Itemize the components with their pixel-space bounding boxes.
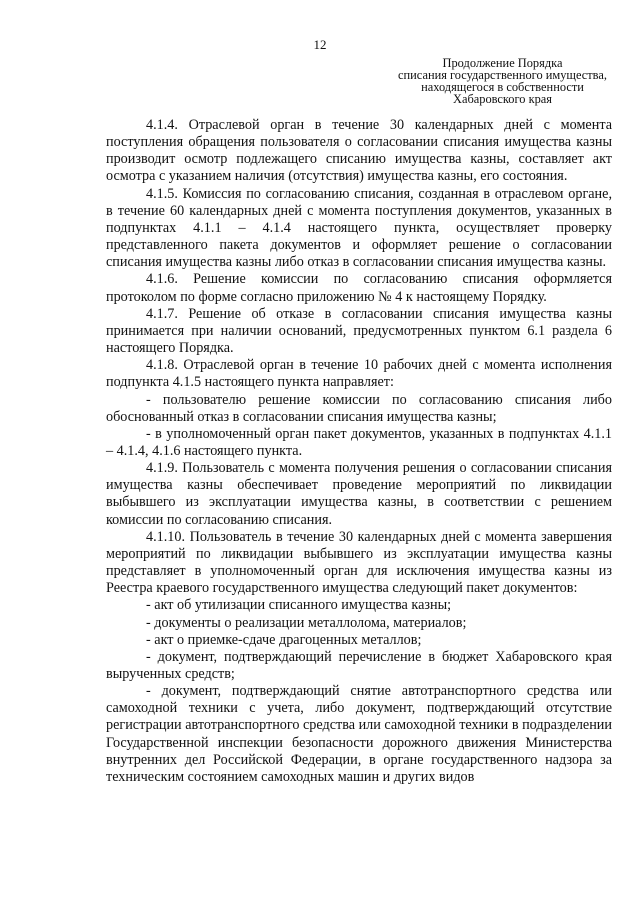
header-line: списания государственного имущества, — [398, 68, 607, 82]
paragraph-4-1-10: 4.1.10. Пользователь в течение 30 календарных дней с момента завершения мероприятий по ликвидации выбывшего из эксплуатации имущества казны представляет в уполномоченный орган для исключения имущества казны из Реестра краевого государственного имущества следующий пакет документов: — [106, 528, 612, 597]
list-item: - документы о реализации металлолома, материалов; — [146, 614, 467, 631]
header-line: Продолжение Порядка — [442, 56, 563, 70]
paragraph-4-1-4: 4.1.4. Отраслевой орган в течение 30 календарных дней с момента поступления обращения пользователя о согласовании списания имущества казны производит осмотр подлежащего списанию имущества казны, составляет акт осмотра с указанием наличия (отсутствия) имущества казны, его состояния. — [106, 117, 612, 185]
paragraph-4-1-5: 4.1.5. Комиссия по согласованию списания, созданная в отраслевом органе, в течение 60 календарных дней с момента поступления документов, указанных в подпунктах 4.1.1 – 4.1.4 настоящего пункта, осуществляет проверку представленного пакета документов и оформляет решение о согласовании списания имущества казны либо отказ в согласовании списания имущества казны. — [106, 185, 612, 271]
paragraph-4-1-6: 4.1.6. Решение комиссии по согласованию списания оформляется протоколом по форме согласно приложению № 4 к настоящему Порядку. — [106, 271, 612, 305]
header-note — [380, 57, 625, 105]
page-number: 12 — [313, 37, 327, 52]
header-line: Хабаровского края — [453, 92, 552, 106]
body-text — [106, 117, 612, 786]
list-item: - в уполномоченный орган пакет документов, указанных в подпунктах 4.1.1 – 4.1.4, 4.1.6 настоящего пункта. — [106, 425, 612, 459]
paragraph-4-1-9: 4.1.9. Пользователь с момента получения решения о согласовании списания имущества казны обеспечивает проведение мероприятий по ликвидации выбывшего из эксплуатации имущества казны, в соответствии с решением комиссии по согласованию списания. — [106, 460, 612, 528]
paragraph-4-1-8: 4.1.8. Отраслевой орган в течение 10 рабочих дней с момента исполнения подпункта 4.1.5 настоящего пункта направляет: — [106, 357, 612, 391]
list-item: - документ, подтверждающий перечисление в бюджет Хабаровского края вырученных средств; — [106, 648, 612, 682]
paragraph-4-1-7: 4.1.7. Решение об отказе в согласовании списания имущества казны принимается при наличии оснований, предусмотренных пунктом 6.1 раздела 6 настоящего Порядка. — [106, 305, 612, 357]
list-item: - пользователю решение комиссии по согласованию списания либо обоснованный отказ в согласовании списания имущества казны; — [106, 391, 612, 425]
header-line: находящегося в собственности — [421, 80, 584, 94]
list-item: - акт об утилизации списанного имущества казны; — [146, 597, 452, 614]
list-item: - документ, подтверждающий снятие автотранспортного средства или самоходной техники с учета, либо документ, подтверждающий отсутствие регистрации автотранспортного средства или самоходной техники в подразделении Государственной инспекции безопасности дорожного движения Министерства внутренних дел Российской Федерации, в органе государственного надзора за техническим состоянием самоходных машин и других видов — [106, 683, 612, 785]
list-item: - акт о приемке-сдаче драгоценных металлов; — [146, 631, 422, 648]
